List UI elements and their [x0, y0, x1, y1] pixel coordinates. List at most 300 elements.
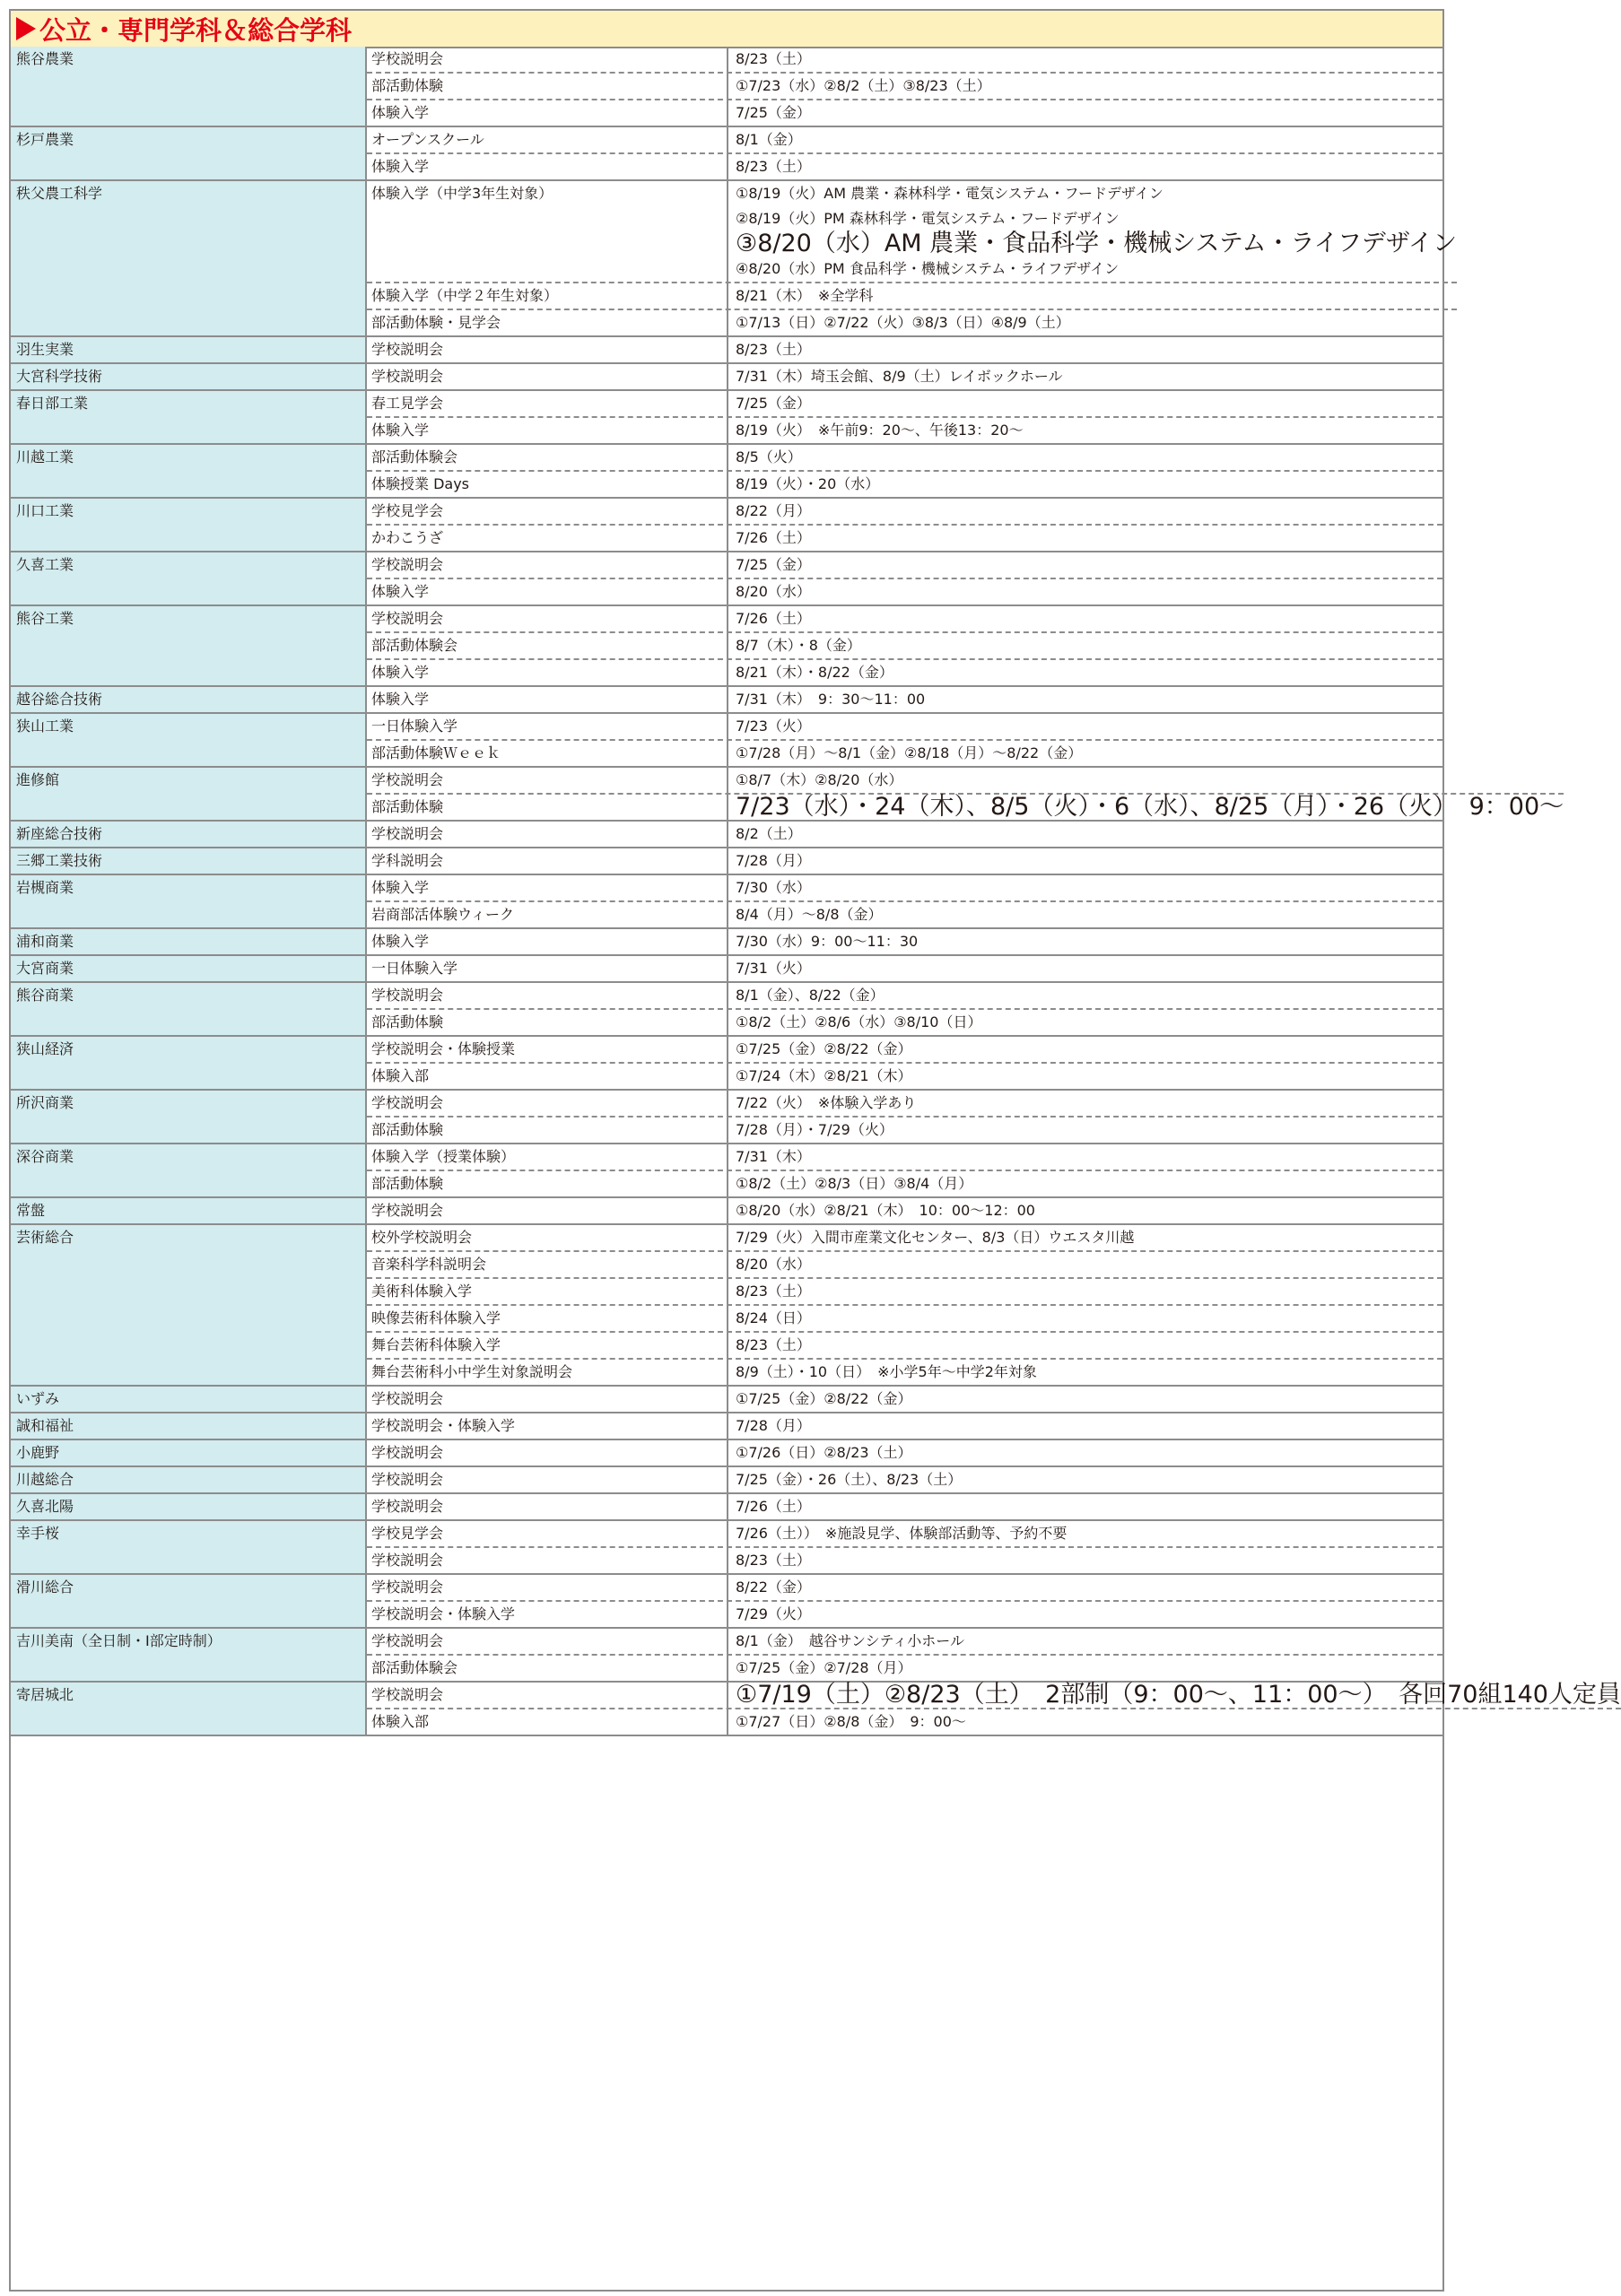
event-list — [367, 391, 1442, 443]
event-row — [367, 956, 1442, 981]
event-name: 部活動体験・見学会 — [367, 310, 728, 335]
event-list — [367, 929, 1442, 954]
school-row — [11, 337, 1442, 364]
school-row — [11, 552, 1442, 606]
school-name: 熊谷商業 — [11, 983, 367, 1035]
event-list — [367, 47, 1442, 126]
event-dates — [728, 1387, 1442, 1412]
event-dates — [728, 1683, 1621, 1708]
schedule-table — [9, 9, 1621, 2292]
event-date-line: 7/28（月） — [736, 1417, 811, 1434]
event-list — [367, 1091, 1442, 1143]
event-list — [367, 1521, 1442, 1573]
event-row — [367, 1304, 1442, 1331]
event-row — [367, 1144, 1442, 1170]
event-row — [367, 1277, 1442, 1304]
event-row — [367, 983, 1442, 1008]
event-dates — [728, 418, 1442, 443]
school-row — [11, 848, 1442, 875]
event-date-line: 8/22（月） — [736, 502, 811, 519]
event-dates — [728, 1602, 1442, 1627]
event-dates — [728, 1010, 1442, 1035]
event-dates — [728, 795, 1564, 820]
school-name: 大宮商業 — [11, 956, 367, 981]
event-row — [367, 282, 1457, 309]
school-row — [11, 1681, 1621, 1736]
school-name: 常盤 — [11, 1198, 367, 1223]
section-title: 公立・専門学科＆総合学科 — [39, 14, 353, 46]
event-date-line: 7/26（土） — [736, 1498, 811, 1515]
event-row — [367, 524, 1442, 551]
event-name: 岩商部活体験ウィーク — [367, 902, 728, 927]
event-row — [367, 578, 1442, 604]
event-dates — [728, 127, 1442, 152]
event-name: 一日体験入学 — [367, 714, 728, 739]
event-date-line: ①7/23（水）②8/2（土）③8/23（土） — [736, 77, 991, 94]
event-name: 体験入部 — [367, 1709, 728, 1735]
school-name: 熊谷農業 — [11, 47, 367, 126]
event-name: 体験授業 Days — [367, 472, 728, 497]
event-name: 学校説明会 — [367, 822, 728, 847]
school-name: 川越工業 — [11, 445, 367, 497]
event-list — [367, 445, 1442, 497]
event-row — [367, 47, 1442, 72]
school-row — [11, 875, 1442, 929]
school-row — [11, 768, 1564, 822]
event-list — [367, 1683, 1621, 1735]
school-name: 越谷総合技術 — [11, 687, 367, 712]
event-list — [367, 1467, 1442, 1492]
event-date-line: 8/1（金）、8/22（金） — [736, 987, 885, 1004]
event-dates — [728, 1225, 1442, 1250]
event-name: 学校説明会 — [367, 983, 728, 1008]
event-date-line: 7/22（火） ※体験入学あり — [736, 1094, 917, 1111]
school-row — [11, 1629, 1442, 1683]
school-name: 進修館 — [11, 768, 367, 820]
event-date-line: 8/7（木）・8（金） — [736, 637, 861, 654]
event-row — [367, 1629, 1442, 1654]
school-name: 狭山経済 — [11, 1037, 367, 1089]
event-date-line: ①8/2（土）②8/3（日）③8/4（月） — [736, 1175, 973, 1192]
section-header — [11, 11, 1442, 48]
event-list — [367, 822, 1442, 847]
event-row — [367, 1467, 1442, 1492]
event-row — [367, 1494, 1442, 1519]
school-name: 芸術総合 — [11, 1225, 367, 1385]
event-dates — [728, 1656, 1442, 1681]
event-name: 学校説明会 — [367, 768, 728, 793]
event-date-line: 8/23（土） — [736, 1552, 811, 1569]
event-row — [367, 391, 1442, 416]
event-name: 学校説明会 — [367, 1198, 728, 1223]
school-row — [11, 714, 1442, 768]
school-row — [11, 1575, 1442, 1629]
event-row — [367, 1062, 1442, 1089]
event-list — [367, 1575, 1442, 1627]
event-dates — [728, 902, 1442, 927]
event-list — [367, 181, 1457, 335]
event-date-line: 7/28（月）・7/29（火） — [736, 1121, 893, 1138]
event-row — [367, 337, 1442, 362]
school-name: 新座総合技術 — [11, 822, 367, 847]
event-date-line: 8/19（火） ※午前9：20〜、午後13：20〜 — [736, 422, 1024, 439]
event-dates — [728, 472, 1442, 497]
event-date-line: 8/23（土） — [736, 1336, 811, 1353]
event-list — [367, 983, 1442, 1035]
event-row — [367, 1008, 1442, 1035]
school-name: 狭山工業 — [11, 714, 367, 766]
school-row — [11, 181, 1457, 337]
event-row — [367, 1091, 1442, 1116]
event-dates — [728, 929, 1442, 954]
event-date-line: ①7/13（日）②7/22（火）③8/3（日）④8/9（土） — [736, 314, 1070, 331]
event-dates — [728, 181, 1457, 282]
school-name: いずみ — [11, 1387, 367, 1412]
event-date-line: 8/23（土） — [736, 341, 811, 358]
event-date-line: 7/26（土）） ※施設見学、体験部活動等、予約不要 — [736, 1525, 1068, 1542]
event-date-line: 7/28（月） — [736, 852, 811, 869]
event-dates — [728, 1494, 1442, 1519]
school-row — [11, 1091, 1442, 1144]
event-name: 部活動体験 — [367, 795, 728, 820]
event-list — [367, 1629, 1442, 1681]
event-dates — [728, 1091, 1442, 1116]
event-dates — [728, 364, 1442, 389]
event-date-line: 7/30（水） — [736, 879, 811, 896]
school-name: 久喜北陽 — [11, 1494, 367, 1519]
event-date-line: 7/26（土） — [736, 529, 811, 546]
event-date-line: 7/23（水）・24（木）、8/5（火）・6（水）、8/25（月）・26（火） 9：00〜 — [736, 793, 1564, 821]
event-date-line: ②8/19（火）PM 森林科学・電気システム・フードデザイン — [736, 210, 1120, 227]
event-dates — [728, 1575, 1442, 1600]
event-dates — [728, 154, 1442, 179]
event-dates — [728, 1118, 1442, 1143]
event-row — [367, 1413, 1442, 1439]
event-date-line: ①8/20（水）②8/21（木） 10：00〜12：00 — [736, 1202, 1035, 1219]
school-row — [11, 445, 1442, 499]
school-row — [11, 1144, 1442, 1198]
event-dates — [728, 1629, 1442, 1654]
school-row — [11, 1521, 1442, 1575]
event-row — [367, 99, 1442, 126]
school-name: 羽生実業 — [11, 337, 367, 362]
event-name: 部活動体験会 — [367, 445, 728, 470]
event-list — [367, 956, 1442, 981]
event-name: 学校説明会 — [367, 1091, 728, 1116]
event-row — [367, 309, 1457, 335]
event-date-line: 7/25（金） — [736, 556, 811, 573]
event-dates — [728, 1709, 1621, 1735]
event-date-line: 8/23（土） — [736, 158, 811, 175]
event-name: オープンスクール — [367, 127, 728, 152]
event-row — [367, 364, 1442, 389]
event-name: 体験入学 — [367, 929, 728, 954]
school-row — [11, 983, 1442, 1037]
event-date-line: 7/30（水）9：00〜11：30 — [736, 933, 919, 950]
event-name: 舞台芸術科体験入学 — [367, 1333, 728, 1358]
event-dates — [728, 848, 1442, 874]
event-dates — [728, 983, 1442, 1008]
event-date-line: ③8/20（水）AM 農業・食品科学・機械システム・ライフデザイン — [736, 230, 1457, 257]
event-date-line: ①7/25（金）②8/22（金） — [736, 1040, 912, 1057]
event-list — [367, 1037, 1442, 1089]
event-row — [367, 1198, 1442, 1223]
event-list — [367, 687, 1442, 712]
event-dates — [728, 606, 1442, 631]
event-dates — [728, 741, 1442, 766]
event-row — [367, 1331, 1442, 1358]
school-row — [11, 956, 1442, 983]
event-row — [367, 1708, 1621, 1735]
event-dates — [728, 526, 1442, 551]
school-row — [11, 1037, 1442, 1091]
event-row — [367, 1440, 1442, 1465]
event-name: 体験入学（中学２年生対象） — [367, 283, 728, 309]
event-date-line: 7/31（木）埼玉会館、8/9（土）レイボックホール — [736, 368, 1063, 385]
event-dates — [728, 660, 1442, 685]
event-name: 体験入学 — [367, 579, 728, 604]
event-date-line: ①8/2（土）②8/6（水）③8/10（日） — [736, 1013, 982, 1031]
event-row — [367, 793, 1564, 820]
event-date-line: 7/25（金） — [736, 104, 811, 121]
event-row — [367, 1546, 1442, 1573]
event-name: 部活動体験 — [367, 74, 728, 99]
event-name: 学校説明会 — [367, 47, 728, 72]
school-name: 熊谷工業 — [11, 606, 367, 685]
event-list — [367, 1198, 1442, 1223]
event-name: 学校説明会 — [367, 364, 728, 389]
event-dates — [728, 1252, 1442, 1277]
event-dates — [728, 768, 1564, 793]
event-dates — [728, 552, 1442, 578]
event-dates — [728, 714, 1442, 739]
event-name: 部活動体験 — [367, 1010, 728, 1035]
event-date-line: ①7/28（月）〜8/1（金）②8/18（月）〜8/22（金） — [736, 744, 1083, 761]
event-name: 体験入学 — [367, 100, 728, 126]
school-name: 久喜工業 — [11, 552, 367, 604]
school-name: 幸手桜 — [11, 1521, 367, 1573]
event-list — [367, 714, 1442, 766]
event-name: 部活動体験会 — [367, 633, 728, 658]
event-dates — [728, 633, 1442, 658]
event-name: 部活動体験会 — [367, 1656, 728, 1681]
event-dates — [728, 687, 1442, 712]
event-list — [367, 1225, 1442, 1385]
event-row — [367, 1225, 1442, 1250]
school-name: 滑川総合 — [11, 1575, 367, 1627]
event-date-line: 7/31（木） — [736, 1148, 811, 1165]
event-dates — [728, 499, 1442, 524]
school-name: 誠和福祉 — [11, 1413, 367, 1439]
event-row — [367, 552, 1442, 578]
school-row — [11, 1225, 1442, 1387]
event-list — [367, 1494, 1442, 1519]
event-name: 校外学校説明会 — [367, 1225, 728, 1250]
event-name: 体験入学 — [367, 418, 728, 443]
event-dates — [728, 1037, 1442, 1062]
event-date-line: 8/24（日） — [736, 1309, 811, 1326]
event-row — [367, 900, 1442, 927]
event-date-line: 8/23（土） — [736, 50, 811, 67]
event-row — [367, 1358, 1442, 1385]
event-date-line: 7/26（土） — [736, 610, 811, 627]
school-row — [11, 1467, 1442, 1494]
event-name: 体験入学 — [367, 154, 728, 179]
event-list — [367, 875, 1442, 927]
event-date-line: ①7/27（日）②8/8（金） 9：00〜 — [736, 1713, 966, 1730]
event-dates — [728, 47, 1442, 72]
event-list — [367, 127, 1442, 179]
event-list — [367, 337, 1442, 362]
event-list — [367, 768, 1564, 820]
event-row — [367, 739, 1442, 766]
event-name: 部活動体験Ｗｅｅｋ — [367, 741, 728, 766]
event-dates — [728, 822, 1442, 847]
school-name: 秩父農工科学 — [11, 181, 367, 335]
event-row — [367, 1170, 1442, 1196]
event-row — [367, 1683, 1621, 1708]
school-name: 吉川美南（全日制・Ⅰ部定時制） — [11, 1629, 367, 1681]
event-date-line: 8/21（木）・8/22（金） — [736, 664, 893, 681]
event-list — [367, 1144, 1442, 1196]
event-date-line: ①7/25（金）②8/22（金） — [736, 1390, 912, 1407]
event-row — [367, 687, 1442, 712]
event-date-line: 7/23（火） — [736, 718, 811, 735]
event-row — [367, 768, 1564, 793]
school-row — [11, 499, 1442, 552]
event-dates — [728, 74, 1442, 99]
event-name: 学校説明会 — [367, 552, 728, 578]
event-name: かわこうざ — [367, 526, 728, 551]
event-date-line: 8/4（月）〜8/8（金） — [736, 906, 883, 923]
event-list — [367, 552, 1442, 604]
school-name: 春日部工業 — [11, 391, 367, 443]
event-dates — [728, 956, 1442, 981]
event-row — [367, 1250, 1442, 1277]
event-name: 学校説明会 — [367, 1575, 728, 1600]
event-date-line: 8/22（金） — [736, 1578, 811, 1596]
event-row — [367, 1521, 1442, 1546]
event-name: 学科説明会 — [367, 848, 728, 874]
event-list — [367, 848, 1442, 874]
event-date-line: 8/20（水） — [736, 583, 811, 600]
event-name: 学校説明会・体験入学 — [367, 1413, 728, 1439]
school-name: 川越総合 — [11, 1467, 367, 1492]
event-date-line: ①7/26（日）②8/23（土） — [736, 1444, 912, 1461]
event-row — [367, 445, 1442, 470]
event-name: 学校説明会・体験授業 — [367, 1037, 728, 1062]
event-dates — [728, 1548, 1442, 1573]
event-dates — [728, 1360, 1442, 1385]
school-name: 深谷商業 — [11, 1144, 367, 1196]
event-row — [367, 929, 1442, 954]
event-dates — [728, 391, 1442, 416]
event-dates — [728, 1521, 1442, 1546]
school-row — [11, 391, 1442, 445]
event-dates — [728, 1171, 1442, 1196]
event-date-line: 8/23（土） — [736, 1283, 811, 1300]
event-name: 部活動体験 — [367, 1171, 728, 1196]
event-date-line: 7/31（火） — [736, 960, 811, 977]
event-date-line: ④8/20（水）PM 食品科学・機械システム・ライフデザイン — [736, 260, 1120, 277]
event-date-line: ①7/25（金）②7/28（月） — [736, 1659, 912, 1676]
event-name: 学校見学会 — [367, 499, 728, 524]
event-name: 一日体験入学 — [367, 956, 728, 981]
event-name: 音楽科学科説明会 — [367, 1252, 728, 1277]
event-name: 学校説明会 — [367, 606, 728, 631]
event-date-line: ①8/19（火）AM 農業・森林科学・電気システム・フードデザイン — [736, 185, 1163, 202]
school-row — [11, 1198, 1442, 1225]
school-row — [11, 606, 1442, 687]
event-date-line: 7/25（金） — [736, 395, 811, 412]
event-date-line: 8/20（水） — [736, 1256, 811, 1273]
event-dates — [728, 283, 1457, 309]
event-dates — [728, 1333, 1442, 1358]
event-row — [367, 127, 1442, 152]
event-date-line: 7/31（木） 9：30〜11：00 — [736, 691, 926, 708]
event-dates — [728, 100, 1442, 126]
school-row — [11, 364, 1442, 391]
event-row — [367, 1575, 1442, 1600]
school-row — [11, 687, 1442, 714]
school-row — [11, 1387, 1442, 1413]
event-row — [367, 152, 1442, 179]
event-date-line: 7/29（火） — [736, 1605, 811, 1622]
event-date-line: 8/21（木） ※全学科 — [736, 287, 874, 304]
school-name: 浦和商業 — [11, 929, 367, 954]
event-row — [367, 1037, 1442, 1062]
event-row — [367, 631, 1442, 658]
event-dates — [728, 1198, 1442, 1223]
event-name: 学校説明会 — [367, 1629, 728, 1654]
school-row — [11, 1494, 1442, 1521]
event-date-line: 8/2（土） — [736, 825, 802, 842]
event-row — [367, 848, 1442, 874]
event-name: 体験入学（中学3年生対象） — [367, 181, 728, 282]
event-date-line: 8/1（金） 越谷サンシティ小ホール — [736, 1632, 964, 1649]
event-name: 体験入部 — [367, 1064, 728, 1089]
event-row — [367, 1654, 1442, 1681]
event-date-line: ①7/24（木）②8/21（木） — [736, 1067, 912, 1084]
event-name: 部活動体験 — [367, 1118, 728, 1143]
event-name: 映像芸術科体験入学 — [367, 1306, 728, 1331]
event-name: 体験入学 — [367, 660, 728, 685]
event-row — [367, 658, 1442, 685]
event-date-line: 7/29（火）入間市産業文化センター、8/3（日）ウエスタ川越 — [736, 1229, 1135, 1246]
event-name: 舞台芸術科小中学生対象説明会 — [367, 1360, 728, 1385]
event-date-line: 8/9（土）・10（日） ※小学5年〜中学2年対象 — [736, 1363, 1037, 1380]
event-row — [367, 714, 1442, 739]
event-name: 学校見学会 — [367, 1521, 728, 1546]
event-dates — [728, 445, 1442, 470]
event-name: 学校説明会 — [367, 1387, 728, 1412]
event-dates — [728, 875, 1442, 900]
event-row — [367, 470, 1442, 497]
school-list — [11, 47, 1621, 2290]
event-dates — [728, 337, 1442, 362]
event-name: 学校説明会 — [367, 1467, 728, 1492]
school-name: 川口工業 — [11, 499, 367, 551]
event-dates — [728, 1413, 1442, 1439]
event-name: 体験入学 — [367, 875, 728, 900]
event-dates — [728, 1279, 1442, 1304]
event-row — [367, 822, 1442, 847]
event-name: 学校説明会 — [367, 337, 728, 362]
event-dates — [728, 310, 1457, 335]
event-dates — [728, 1467, 1442, 1492]
school-name: 小鹿野 — [11, 1440, 367, 1465]
event-dates — [728, 1440, 1442, 1465]
